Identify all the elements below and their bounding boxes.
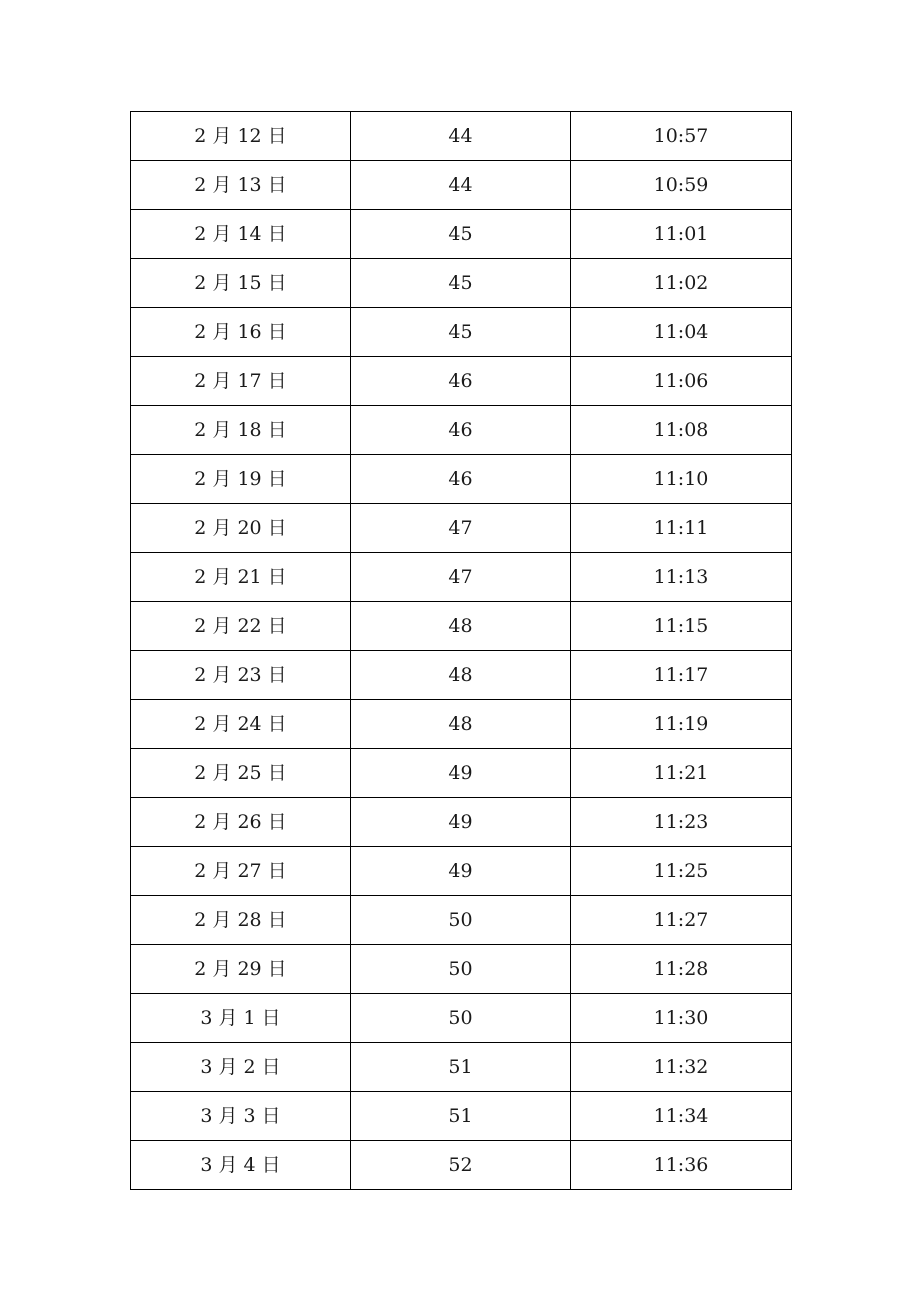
value-cell: 45 bbox=[351, 259, 571, 308]
table-row bbox=[131, 700, 792, 749]
time-cell: 11:15 bbox=[571, 602, 792, 651]
value-cell: 49 bbox=[351, 798, 571, 847]
time-cell: 10:59 bbox=[571, 161, 792, 210]
date-cell: 2 月 19 日 bbox=[131, 455, 351, 504]
time-cell: 11:11 bbox=[571, 504, 792, 553]
table-row bbox=[131, 896, 792, 945]
table-row bbox=[131, 847, 792, 896]
table-body bbox=[131, 112, 792, 1190]
date-cell: 3 月 1 日 bbox=[131, 994, 351, 1043]
time-cell: 11:28 bbox=[571, 945, 792, 994]
value-cell: 48 bbox=[351, 602, 571, 651]
date-cell: 2 月 14 日 bbox=[131, 210, 351, 259]
date-cell: 2 月 21 日 bbox=[131, 553, 351, 602]
time-cell: 11:13 bbox=[571, 553, 792, 602]
table-row bbox=[131, 602, 792, 651]
value-cell: 48 bbox=[351, 700, 571, 749]
date-cell: 3 月 4 日 bbox=[131, 1141, 351, 1190]
time-cell: 11:32 bbox=[571, 1043, 792, 1092]
date-cell: 2 月 23 日 bbox=[131, 651, 351, 700]
date-cell: 2 月 28 日 bbox=[131, 896, 351, 945]
date-cell: 2 月 25 日 bbox=[131, 749, 351, 798]
table-row bbox=[131, 798, 792, 847]
date-cell: 2 月 17 日 bbox=[131, 357, 351, 406]
time-cell: 11:17 bbox=[571, 651, 792, 700]
table-row bbox=[131, 112, 792, 161]
table-row bbox=[131, 945, 792, 994]
table-row bbox=[131, 406, 792, 455]
date-cell: 2 月 27 日 bbox=[131, 847, 351, 896]
value-cell: 47 bbox=[351, 504, 571, 553]
table-row bbox=[131, 651, 792, 700]
value-cell: 50 bbox=[351, 896, 571, 945]
table-row bbox=[131, 1043, 792, 1092]
value-cell: 50 bbox=[351, 994, 571, 1043]
table-row bbox=[131, 357, 792, 406]
date-cell: 2 月 15 日 bbox=[131, 259, 351, 308]
date-cell: 2 月 29 日 bbox=[131, 945, 351, 994]
value-cell: 46 bbox=[351, 455, 571, 504]
time-cell: 11:04 bbox=[571, 308, 792, 357]
value-cell: 51 bbox=[351, 1092, 571, 1141]
value-cell: 48 bbox=[351, 651, 571, 700]
value-cell: 49 bbox=[351, 749, 571, 798]
time-cell: 11:10 bbox=[571, 455, 792, 504]
date-cell: 2 月 24 日 bbox=[131, 700, 351, 749]
time-cell: 11:27 bbox=[571, 896, 792, 945]
value-cell: 51 bbox=[351, 1043, 571, 1092]
value-cell: 46 bbox=[351, 406, 571, 455]
table-row bbox=[131, 1092, 792, 1141]
table-row bbox=[131, 1141, 792, 1190]
value-cell: 45 bbox=[351, 308, 571, 357]
time-cell: 10:57 bbox=[571, 112, 792, 161]
date-cell: 2 月 13 日 bbox=[131, 161, 351, 210]
time-cell: 11:25 bbox=[571, 847, 792, 896]
table-row bbox=[131, 259, 792, 308]
value-cell: 52 bbox=[351, 1141, 571, 1190]
date-cell: 2 月 20 日 bbox=[131, 504, 351, 553]
time-cell: 11:02 bbox=[571, 259, 792, 308]
time-cell: 11:34 bbox=[571, 1092, 792, 1141]
table-row bbox=[131, 553, 792, 602]
table-row bbox=[131, 749, 792, 798]
time-cell: 11:21 bbox=[571, 749, 792, 798]
value-cell: 49 bbox=[351, 847, 571, 896]
time-cell: 11:23 bbox=[571, 798, 792, 847]
table-row bbox=[131, 308, 792, 357]
date-cell: 2 月 22 日 bbox=[131, 602, 351, 651]
value-cell: 46 bbox=[351, 357, 571, 406]
table-row bbox=[131, 994, 792, 1043]
date-cell: 2 月 16 日 bbox=[131, 308, 351, 357]
date-cell: 2 月 18 日 bbox=[131, 406, 351, 455]
data-table bbox=[130, 111, 792, 1190]
value-cell: 44 bbox=[351, 112, 571, 161]
time-cell: 11:01 bbox=[571, 210, 792, 259]
time-cell: 11:06 bbox=[571, 357, 792, 406]
time-cell: 11:36 bbox=[571, 1141, 792, 1190]
time-cell: 11:19 bbox=[571, 700, 792, 749]
time-cell: 11:30 bbox=[571, 994, 792, 1043]
value-cell: 50 bbox=[351, 945, 571, 994]
date-cell: 2 月 26 日 bbox=[131, 798, 351, 847]
time-cell: 11:08 bbox=[571, 406, 792, 455]
table-row bbox=[131, 210, 792, 259]
table-row bbox=[131, 161, 792, 210]
table-row bbox=[131, 455, 792, 504]
value-cell: 47 bbox=[351, 553, 571, 602]
date-cell: 3 月 2 日 bbox=[131, 1043, 351, 1092]
value-cell: 45 bbox=[351, 210, 571, 259]
date-cell: 2 月 12 日 bbox=[131, 112, 351, 161]
date-cell: 3 月 3 日 bbox=[131, 1092, 351, 1141]
table-row bbox=[131, 504, 792, 553]
value-cell: 44 bbox=[351, 161, 571, 210]
